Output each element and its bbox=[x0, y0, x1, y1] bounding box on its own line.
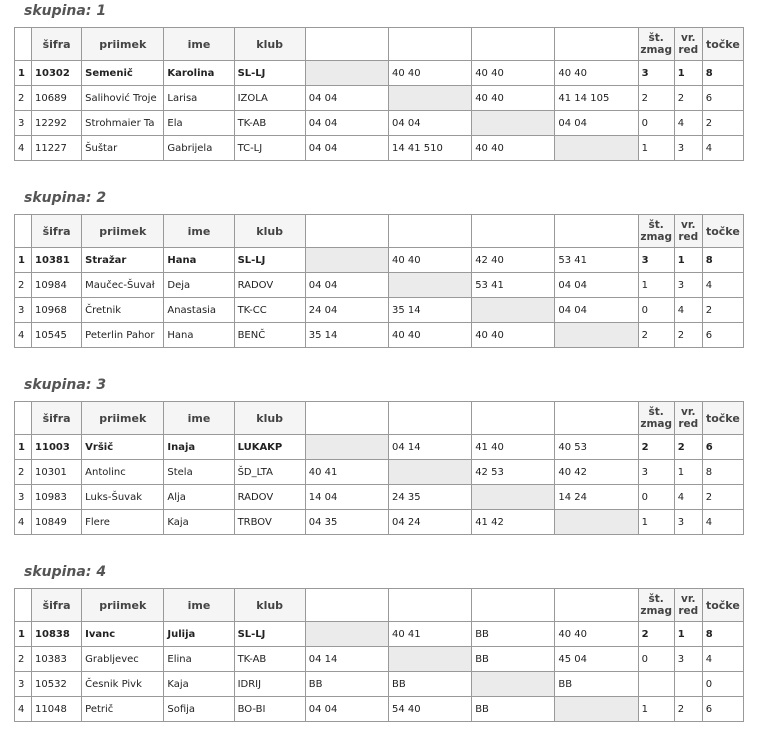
rank: 4 bbox=[674, 298, 702, 323]
match-score: 04 24 bbox=[388, 510, 471, 535]
header-sifra: šifra bbox=[32, 402, 82, 435]
points: 6 bbox=[702, 323, 743, 348]
rank: 3 bbox=[674, 273, 702, 298]
player-surname: Stražar bbox=[82, 248, 164, 273]
match-score: BB bbox=[472, 697, 555, 722]
player-club: BO-BI bbox=[234, 697, 305, 722]
header-rank-line2: red bbox=[678, 418, 699, 430]
header-priimek: priimek bbox=[82, 589, 164, 622]
header-row bbox=[15, 215, 744, 248]
player-club: SL-LJ bbox=[234, 248, 305, 273]
rank: 3 bbox=[674, 136, 702, 161]
rank bbox=[674, 672, 702, 697]
header-wins-line2: zmag bbox=[640, 44, 672, 56]
header-rank bbox=[674, 589, 702, 622]
match-score: 42 53 bbox=[472, 460, 555, 485]
header-opponent bbox=[472, 28, 555, 61]
header-opponent bbox=[305, 215, 388, 248]
player-code: 10545 bbox=[32, 323, 82, 348]
player-row bbox=[15, 460, 744, 485]
self-cell bbox=[555, 697, 638, 722]
match-score: 42 40 bbox=[472, 248, 555, 273]
points: 0 bbox=[702, 672, 743, 697]
self-cell bbox=[472, 485, 555, 510]
player-club: TK-CC bbox=[234, 298, 305, 323]
wins-count: 0 bbox=[638, 647, 674, 672]
player-club: LUKAKP bbox=[234, 435, 305, 460]
header-wins-line2: zmag bbox=[640, 605, 672, 617]
player-firstname: Hana bbox=[164, 323, 234, 348]
player-surname: Maučec-Šuvał bbox=[82, 273, 164, 298]
match-score: BB bbox=[555, 672, 638, 697]
player-row bbox=[15, 86, 744, 111]
points: 2 bbox=[702, 111, 743, 136]
self-cell bbox=[305, 61, 388, 86]
player-surname: Strohmaier Ta bbox=[82, 111, 164, 136]
header-ime: ime bbox=[164, 215, 234, 248]
row-number: 1 bbox=[15, 61, 32, 86]
header-rank-line2: red bbox=[678, 605, 699, 617]
match-score: 40 40 bbox=[472, 323, 555, 348]
match-score: 40 40 bbox=[555, 622, 638, 647]
group-table bbox=[14, 27, 744, 161]
header-points: točke bbox=[702, 28, 743, 61]
match-score: 04 04 bbox=[555, 273, 638, 298]
match-score: 04 04 bbox=[305, 136, 388, 161]
match-score: 40 40 bbox=[472, 136, 555, 161]
player-firstname: Gabrijela bbox=[164, 136, 234, 161]
self-cell bbox=[555, 323, 638, 348]
player-code: 10838 bbox=[32, 622, 82, 647]
match-score: 04 35 bbox=[305, 510, 388, 535]
player-firstname: Alja bbox=[164, 485, 234, 510]
points: 8 bbox=[702, 460, 743, 485]
header-priimek: priimek bbox=[82, 28, 164, 61]
player-code: 10984 bbox=[32, 273, 82, 298]
player-club: TK-AB bbox=[234, 647, 305, 672]
row-number: 4 bbox=[15, 323, 32, 348]
player-code: 11048 bbox=[32, 697, 82, 722]
rank: 3 bbox=[674, 647, 702, 672]
self-cell bbox=[472, 672, 555, 697]
player-row bbox=[15, 136, 744, 161]
points: 6 bbox=[702, 86, 743, 111]
header-rank-line2: red bbox=[678, 44, 699, 56]
rank: 3 bbox=[674, 510, 702, 535]
player-surname: Luks-Šuvak bbox=[82, 485, 164, 510]
header-row bbox=[15, 589, 744, 622]
row-number: 2 bbox=[15, 460, 32, 485]
self-cell bbox=[388, 273, 471, 298]
header-ime: ime bbox=[164, 402, 234, 435]
self-cell bbox=[305, 248, 388, 273]
row-number: 4 bbox=[15, 510, 32, 535]
self-cell bbox=[555, 136, 638, 161]
match-score: 40 40 bbox=[472, 86, 555, 111]
points: 8 bbox=[702, 61, 743, 86]
player-row bbox=[15, 323, 744, 348]
match-score: 40 40 bbox=[388, 61, 471, 86]
row-number: 3 bbox=[15, 298, 32, 323]
self-cell bbox=[472, 298, 555, 323]
header-sifra: šifra bbox=[32, 28, 82, 61]
match-score: 04 04 bbox=[388, 111, 471, 136]
match-score: 40 41 bbox=[305, 460, 388, 485]
rank: 2 bbox=[674, 697, 702, 722]
group-table bbox=[14, 401, 744, 535]
match-score: 53 41 bbox=[472, 273, 555, 298]
match-score: 14 04 bbox=[305, 485, 388, 510]
match-score: 04 04 bbox=[555, 111, 638, 136]
header-ime: ime bbox=[164, 28, 234, 61]
group-section bbox=[14, 187, 744, 348]
match-score: 45 04 bbox=[555, 647, 638, 672]
match-score: BB bbox=[472, 622, 555, 647]
group-title: skupina: 1 bbox=[24, 3, 107, 19]
player-surname: Grabljevec bbox=[82, 647, 164, 672]
header-wins-line2: zmag bbox=[640, 231, 672, 243]
points: 6 bbox=[702, 697, 743, 722]
points: 4 bbox=[702, 510, 743, 535]
header-row bbox=[15, 402, 744, 435]
self-cell bbox=[472, 111, 555, 136]
self-cell bbox=[388, 86, 471, 111]
group-table bbox=[14, 214, 744, 348]
player-surname: Šuštar bbox=[82, 136, 164, 161]
player-row bbox=[15, 622, 744, 647]
rank: 1 bbox=[674, 61, 702, 86]
player-surname: Ivanc bbox=[82, 622, 164, 647]
self-cell bbox=[388, 647, 471, 672]
player-code: 11227 bbox=[32, 136, 82, 161]
rank: 1 bbox=[674, 460, 702, 485]
header-row bbox=[15, 28, 744, 61]
match-score: 40 53 bbox=[555, 435, 638, 460]
rank: 1 bbox=[674, 248, 702, 273]
player-code: 10532 bbox=[32, 672, 82, 697]
header-klub: klub bbox=[234, 402, 305, 435]
player-firstname: Stela bbox=[164, 460, 234, 485]
header-rank-line1: vr. bbox=[680, 406, 696, 418]
header-rank-line1: vr. bbox=[680, 219, 696, 231]
wins-count: 0 bbox=[638, 485, 674, 510]
header-priimek: priimek bbox=[82, 402, 164, 435]
player-row bbox=[15, 273, 744, 298]
player-firstname: Hana bbox=[164, 248, 234, 273]
header-wins bbox=[638, 28, 674, 61]
rank: 2 bbox=[674, 435, 702, 460]
points: 4 bbox=[702, 273, 743, 298]
match-score: 41 42 bbox=[472, 510, 555, 535]
header-opponent bbox=[305, 28, 388, 61]
rank: 2 bbox=[674, 86, 702, 111]
header-points: točke bbox=[702, 215, 743, 248]
player-firstname: Larisa bbox=[164, 86, 234, 111]
wins-count: 3 bbox=[638, 61, 674, 86]
player-code: 10689 bbox=[32, 86, 82, 111]
wins-count bbox=[638, 672, 674, 697]
self-cell bbox=[305, 622, 388, 647]
player-row bbox=[15, 672, 744, 697]
self-cell bbox=[305, 435, 388, 460]
match-score: 40 40 bbox=[555, 61, 638, 86]
match-score: BB bbox=[305, 672, 388, 697]
row-number: 2 bbox=[15, 86, 32, 111]
match-score: 41 40 bbox=[472, 435, 555, 460]
player-firstname: Sofija bbox=[164, 697, 234, 722]
rank: 1 bbox=[674, 622, 702, 647]
group-table bbox=[14, 588, 744, 722]
wins-count: 2 bbox=[638, 435, 674, 460]
player-club: BENČ bbox=[234, 323, 305, 348]
match-score: 54 40 bbox=[388, 697, 471, 722]
match-score: 04 04 bbox=[305, 86, 388, 111]
player-code: 10983 bbox=[32, 485, 82, 510]
header-opponent bbox=[388, 589, 471, 622]
player-code: 12292 bbox=[32, 111, 82, 136]
header-number bbox=[15, 28, 32, 61]
player-club: RADOV bbox=[234, 273, 305, 298]
player-row bbox=[15, 435, 744, 460]
row-number: 4 bbox=[15, 136, 32, 161]
header-rank-line2: red bbox=[678, 231, 699, 243]
player-code: 10383 bbox=[32, 647, 82, 672]
player-row bbox=[15, 111, 744, 136]
player-row bbox=[15, 61, 744, 86]
row-number: 2 bbox=[15, 273, 32, 298]
points: 4 bbox=[702, 647, 743, 672]
header-opponent bbox=[305, 402, 388, 435]
player-surname: Semenič bbox=[82, 61, 164, 86]
header-sifra: šifra bbox=[32, 215, 82, 248]
player-surname: Salihović Troje bbox=[82, 86, 164, 111]
player-club: TRBOV bbox=[234, 510, 305, 535]
match-score: 24 04 bbox=[305, 298, 388, 323]
player-club: ŠD_LTA bbox=[234, 460, 305, 485]
match-score: 04 04 bbox=[305, 111, 388, 136]
self-cell bbox=[555, 510, 638, 535]
group-title: skupina: 3 bbox=[24, 377, 107, 393]
header-klub: klub bbox=[234, 589, 305, 622]
match-score: BB bbox=[388, 672, 471, 697]
player-club: TK-AB bbox=[234, 111, 305, 136]
match-score: 24 35 bbox=[388, 485, 471, 510]
player-club: SL-LJ bbox=[234, 622, 305, 647]
wins-count: 2 bbox=[638, 323, 674, 348]
header-opponent bbox=[555, 28, 638, 61]
player-firstname: Inaja bbox=[164, 435, 234, 460]
player-code: 11003 bbox=[32, 435, 82, 460]
wins-count: 1 bbox=[638, 136, 674, 161]
self-cell bbox=[388, 460, 471, 485]
row-number: 1 bbox=[15, 435, 32, 460]
header-number bbox=[15, 402, 32, 435]
player-firstname: Karolina bbox=[164, 61, 234, 86]
player-row bbox=[15, 485, 744, 510]
match-score: 40 40 bbox=[388, 248, 471, 273]
player-code: 10301 bbox=[32, 460, 82, 485]
match-score: 53 41 bbox=[555, 248, 638, 273]
match-score: 41 14 105 bbox=[555, 86, 638, 111]
group-section bbox=[14, 561, 744, 722]
header-opponent bbox=[555, 402, 638, 435]
player-code: 10302 bbox=[32, 61, 82, 86]
header-rank bbox=[674, 215, 702, 248]
header-opponent bbox=[555, 589, 638, 622]
points: 2 bbox=[702, 485, 743, 510]
match-score: 14 24 bbox=[555, 485, 638, 510]
header-wins-line1: št. bbox=[648, 406, 664, 418]
header-opponent bbox=[305, 589, 388, 622]
points: 8 bbox=[702, 622, 743, 647]
header-ime: ime bbox=[164, 589, 234, 622]
group-title: skupina: 4 bbox=[24, 564, 107, 580]
wins-count: 0 bbox=[638, 298, 674, 323]
header-opponent bbox=[388, 28, 471, 61]
header-wins bbox=[638, 589, 674, 622]
points: 6 bbox=[702, 435, 743, 460]
player-club: TC-LJ bbox=[234, 136, 305, 161]
header-wins-line1: št. bbox=[648, 593, 664, 605]
player-club: IDRIJ bbox=[234, 672, 305, 697]
header-opponent bbox=[472, 215, 555, 248]
header-opponent bbox=[472, 589, 555, 622]
match-score: 04 04 bbox=[555, 298, 638, 323]
player-surname: Flere bbox=[82, 510, 164, 535]
player-firstname: Kaja bbox=[164, 672, 234, 697]
wins-count: 3 bbox=[638, 460, 674, 485]
header-rank bbox=[674, 402, 702, 435]
rank: 4 bbox=[674, 485, 702, 510]
player-firstname: Deja bbox=[164, 273, 234, 298]
header-priimek: priimek bbox=[82, 215, 164, 248]
wins-count: 3 bbox=[638, 248, 674, 273]
header-wins-line2: zmag bbox=[640, 418, 672, 430]
wins-count: 0 bbox=[638, 111, 674, 136]
match-score: 04 14 bbox=[305, 647, 388, 672]
row-number: 3 bbox=[15, 111, 32, 136]
match-score: 35 14 bbox=[305, 323, 388, 348]
header-wins-line1: št. bbox=[648, 219, 664, 231]
player-surname: Vršič bbox=[82, 435, 164, 460]
header-number bbox=[15, 215, 32, 248]
wins-count: 1 bbox=[638, 697, 674, 722]
player-surname: Peterlin Pahor bbox=[82, 323, 164, 348]
points: 2 bbox=[702, 298, 743, 323]
header-wins bbox=[638, 215, 674, 248]
rank: 2 bbox=[674, 323, 702, 348]
player-club: SL-LJ bbox=[234, 61, 305, 86]
header-opponent bbox=[472, 402, 555, 435]
header-rank bbox=[674, 28, 702, 61]
row-number: 1 bbox=[15, 622, 32, 647]
player-row bbox=[15, 697, 744, 722]
match-score: 04 14 bbox=[388, 435, 471, 460]
header-number bbox=[15, 589, 32, 622]
header-sifra: šifra bbox=[32, 589, 82, 622]
match-score: 40 41 bbox=[388, 622, 471, 647]
match-score: 40 42 bbox=[555, 460, 638, 485]
header-rank-line1: vr. bbox=[680, 593, 696, 605]
player-club: IZOLA bbox=[234, 86, 305, 111]
header-wins bbox=[638, 402, 674, 435]
match-score: 04 04 bbox=[305, 273, 388, 298]
player-row bbox=[15, 248, 744, 273]
player-row bbox=[15, 647, 744, 672]
rank: 4 bbox=[674, 111, 702, 136]
row-number: 3 bbox=[15, 672, 32, 697]
player-code: 10381 bbox=[32, 248, 82, 273]
player-row bbox=[15, 298, 744, 323]
header-wins-line1: št. bbox=[648, 32, 664, 44]
wins-count: 2 bbox=[638, 86, 674, 111]
match-score: 35 14 bbox=[388, 298, 471, 323]
player-firstname: Anastasia bbox=[164, 298, 234, 323]
player-row bbox=[15, 510, 744, 535]
player-code: 10849 bbox=[32, 510, 82, 535]
player-club: RADOV bbox=[234, 485, 305, 510]
match-score: BB bbox=[472, 647, 555, 672]
player-firstname: Kaja bbox=[164, 510, 234, 535]
player-firstname: Julija bbox=[164, 622, 234, 647]
group-title: skupina: 2 bbox=[24, 190, 107, 206]
header-points: točke bbox=[702, 402, 743, 435]
player-firstname: Ela bbox=[164, 111, 234, 136]
header-klub: klub bbox=[234, 28, 305, 61]
wins-count: 2 bbox=[638, 622, 674, 647]
row-number: 2 bbox=[15, 647, 32, 672]
row-number: 3 bbox=[15, 485, 32, 510]
header-opponent bbox=[555, 215, 638, 248]
match-score: 40 40 bbox=[388, 323, 471, 348]
header-rank-line1: vr. bbox=[680, 32, 696, 44]
wins-count: 1 bbox=[638, 273, 674, 298]
player-firstname: Elina bbox=[164, 647, 234, 672]
player-code: 10968 bbox=[32, 298, 82, 323]
header-points: točke bbox=[702, 589, 743, 622]
row-number: 1 bbox=[15, 248, 32, 273]
match-score: 40 40 bbox=[472, 61, 555, 86]
player-surname: Antolinc bbox=[82, 460, 164, 485]
group-section bbox=[14, 374, 744, 535]
row-number: 4 bbox=[15, 697, 32, 722]
header-opponent bbox=[388, 215, 471, 248]
match-score: 14 41 510 bbox=[388, 136, 471, 161]
group-section bbox=[14, 0, 744, 161]
points: 8 bbox=[702, 248, 743, 273]
player-surname: Petrič bbox=[82, 697, 164, 722]
header-opponent bbox=[388, 402, 471, 435]
player-surname: Čretnik bbox=[82, 298, 164, 323]
header-klub: klub bbox=[234, 215, 305, 248]
match-score: 04 04 bbox=[305, 697, 388, 722]
player-surname: Česnik Pivk bbox=[82, 672, 164, 697]
wins-count: 1 bbox=[638, 510, 674, 535]
points: 4 bbox=[702, 136, 743, 161]
